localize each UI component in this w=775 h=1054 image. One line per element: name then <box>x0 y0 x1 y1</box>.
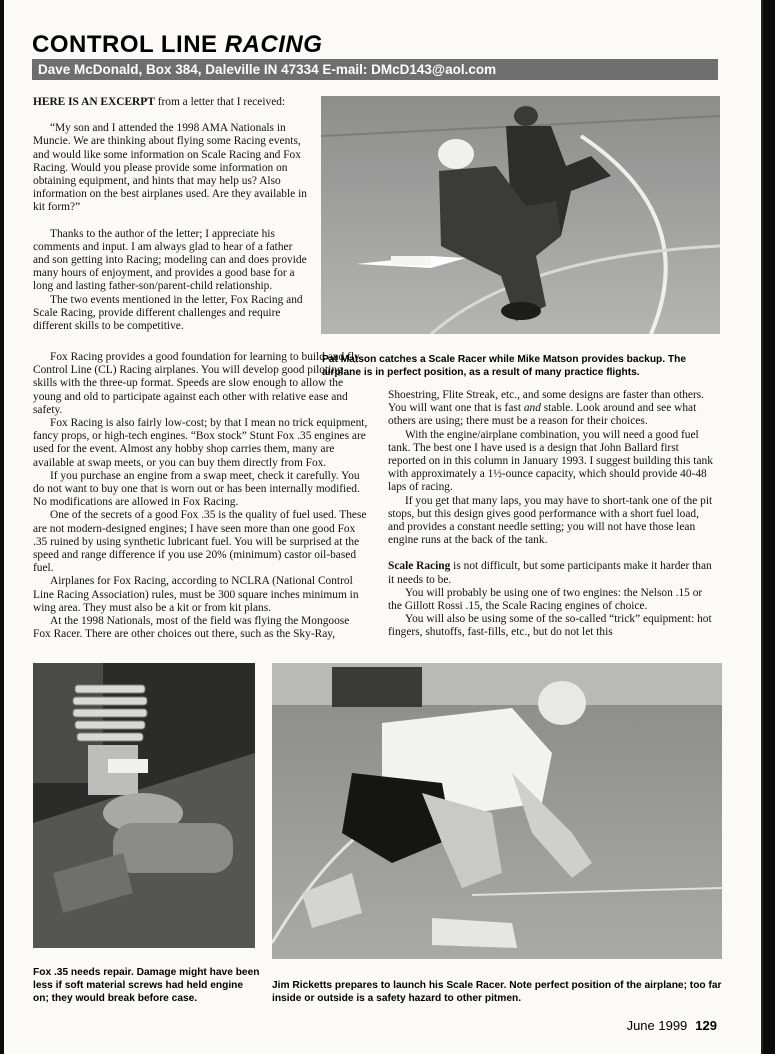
scale-racing-bold: Scale Racing <box>388 560 451 573</box>
paragraph-low-cost: Fox Racing is also fairly low-cost; by that I mean no trick equipment, fancy props, or high-tech engines. “Box stock” Stunt Fox .35 engines are used for the event. Almost any hobby shop carries them, many are available at swap meets, or you can buy them directly from Fox. <box>33 417 368 469</box>
shoestring-italic: and <box>523 402 541 415</box>
paragraph-thanks: Thanks to the author of the letter; I appreciate his comments and input. I am always glad to hear of a father and son getting into Racing; modeling can and does provide many hours of enjoyment, and provides a good base for a long and lasting father-son/parent-child relationship. <box>33 227 307 293</box>
lead-bold: HERE IS AN EXCERPT <box>33 96 155 108</box>
paragraph-nationals: At the 1998 Nationals, most of the field was flying the Mongoose Fox Racer. There are other choices out there, such as the Sky-Ray, <box>33 615 350 641</box>
letter-quote: “My son and I attended the 1998 AMA Nationals in Muncie. We are thinking about flying some Racing events, and would like some information on Scale Racing and Fox Racing. Would you please provide some information on obtaining equipment, and hints that may help us? Also information on the best airplanes used. Are they available in kit form?” <box>33 122 307 214</box>
magazine-page <box>4 0 761 1054</box>
paragraph-trick: You will also be using some of the so-called “trick” equipment: hot fingers, shutoffs, fast-fills, etc., but do not let this <box>388 613 712 639</box>
shoestring-a: Shoestring, Flite Streak, etc., and some designs are faster than others. You will want one that is fast <box>388 389 705 415</box>
paragraph-airplanes: Airplanes for Fox Racing, according to NCLRA (National Control Line Racing Association) rules, must be 300 square inches minimum in wing area. They must also be a kit or from kit plans. <box>33 575 359 614</box>
footer-page-number: 129 <box>695 1018 717 1033</box>
footer-issue: June 1999 <box>626 1018 688 1033</box>
paragraph-scale-racing <box>388 560 718 586</box>
text-column-left <box>33 96 309 333</box>
photo-jim-ricketts-launch <box>272 663 722 959</box>
shoestring-b: stable. Look around and see what others are using; there must be a reason for their choices. <box>388 402 697 428</box>
caption-top-photo: Pat Matson catches a Scale Racer while Mike Matson provides backup. The airplane is in perfect position, as a result of many practice flights. <box>322 354 687 378</box>
lead-rest: from a letter that I received: <box>154 96 286 108</box>
paragraph-swap-meet: If you purchase an engine from a swap meet, check it carefully. You do not want to buy one that is worn out or has been internally modified. No modifications are allowed in Fox Racing. <box>33 469 360 509</box>
photo-pat-matson-catch <box>321 96 720 334</box>
photo-catch-image <box>321 96 720 334</box>
caption-engine-photo: Fox .35 needs repair. Damage might have been less if soft material screws had held engine on; they would break before case. <box>33 967 260 1004</box>
paragraph-fox-foundation: Fox Racing provides a good foundation for learning to build and fly Control Line (CL) Racing airplanes. You will develop good piloting skills with the three-up format. Speeds are slow enough to allow the young and old to participate against each other with relative ease and safety. <box>33 351 360 416</box>
paragraph-fuel: One of the secrets of a good Fox .35 is the quality of fuel used. These are not modern-designed engines; I have seen more than one good Fox .35 ruined by using synthetic lubricant fuel. You will be surprised at the speed and range difference if you use 20% (minimum) castor oil-based fuel. <box>33 509 367 575</box>
photo-engine-image <box>33 663 255 948</box>
title-italic: RACING <box>224 31 323 58</box>
text-column-right <box>388 389 718 640</box>
caption-launch-photo: Jim Ricketts prepares to launch his Scale Racer. Note perfect position of the airplane; too far inside or outside is a safety hazard to other pitmen. <box>272 980 722 1004</box>
lead-paragraph <box>33 96 309 109</box>
paragraph-shoestring <box>388 389 718 429</box>
title-main: CONTROL LINE <box>32 31 218 58</box>
paragraph-two-events: The two events mentioned in the letter, Fox Racing and Scale Racing, provide different challenges and require different skills to be competitive. <box>33 293 303 333</box>
scale-racing-rest: is not difficult, but some participants make it harder than it needs to be. <box>388 560 712 586</box>
paragraph-tank: With the engine/airplane combination, you will need a good fuel tank. The best one I have used is a design that John Ballard first reported on in this column in January 1993. I suggest building this tank with approximately a 1½-ounce capacity, which should provide 40-48 laps of racing. <box>388 428 713 494</box>
page-footer <box>627 1018 717 1033</box>
byline-bar <box>32 59 718 80</box>
text-column-left-lower <box>33 351 368 641</box>
paragraph-laps: If you get that many laps, you may have to short-tank one of the pit stops, but this design gives good performance with a short fuel load, and provides a constant needle setting; you will not have those lean engine runs at the back of the tank. <box>388 494 713 547</box>
paragraph-engines: You will probably be using one of two engines: the Nelson .15 or the Gillott Rossi .15, the Scale Racing engines of choice. <box>388 586 703 613</box>
page-title <box>32 30 322 60</box>
photo-launch-image <box>272 663 722 959</box>
photo-fox-engine <box>33 663 255 948</box>
byline-text: Dave McDonald, Box 384, Daleville IN 47334 E-mail: DMcD143@aol.com <box>38 62 497 77</box>
